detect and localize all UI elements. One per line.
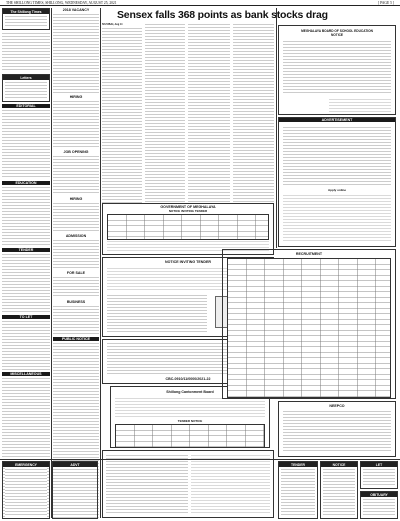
advertisement-title: ADVERTISEMENT: [279, 118, 395, 122]
recruitment-table-ad: [222, 249, 396, 399]
gov-tender-sub: NOTICE INVITING TENDER: [168, 209, 208, 213]
school-board-title: MEGHALAYA BOARD OF SCHOOL EDUCATION: [301, 29, 373, 33]
cbc-code: CBC-0910/11/0000/2021-22: [165, 377, 211, 381]
bottom-box-2: [52, 461, 98, 519]
letters-title: Letters: [3, 75, 49, 80]
bottom-strip: [2, 461, 398, 519]
school-board-notice: [278, 25, 396, 115]
school-board-sub: NOTICE: [330, 33, 344, 37]
bottom-box-5: [360, 461, 398, 489]
letters-box: [2, 74, 50, 102]
col2-heading-4: HIRING: [69, 197, 83, 201]
neepco-title: NEEPCO: [329, 404, 345, 408]
bottom-box-3-title: TENDER: [279, 462, 317, 467]
section-tender: TENDER: [2, 248, 50, 252]
bottom-box-1: [2, 461, 50, 519]
recruitment-title: RECRUITMENT: [295, 252, 323, 256]
col2-heading-3: JOB OPENING: [63, 150, 89, 154]
apply-online-label: Apply online: [328, 188, 346, 192]
col2-heading-5: ADMISSION: [65, 234, 87, 238]
gov-tender-title: GOVERNMENT OF MEGHALAYA: [160, 205, 216, 209]
main-story: [102, 23, 274, 203]
gov-tender-ad: [102, 203, 274, 255]
col2-heading-6: FOR SALE: [66, 271, 86, 275]
bottom-box-4: [320, 461, 358, 519]
advertisement-box: [278, 117, 396, 247]
header-right: [ PAGE 5 ]: [378, 0, 394, 5]
tender-notice-ad-title: NOTICE INVITING TENDER: [165, 260, 211, 264]
header-left: THE SHILLONG TIMES, SHILLONG, WEDNESDAY, AUGUST 25, 2021: [6, 0, 117, 5]
section-to-let: TO LET: [2, 315, 50, 319]
section-misc: MISCELLANEOUS: [2, 372, 50, 376]
neepco-ad: [278, 401, 396, 457]
bottom-box-6-title: OBITUARY: [361, 492, 397, 497]
bottom-box-2-title: ADVT: [53, 462, 97, 467]
masthead-box: [2, 8, 50, 30]
story-dateline: MUMBAI, Aug 24: [102, 23, 123, 26]
main-headline: Sensex falls 368 points as bank stocks drag: [117, 9, 328, 21]
col2-heading-8: PUBLIC NOTICE: [53, 337, 99, 341]
page-header: [0, 0, 400, 6]
col2-heading-1: 2018 VACANCY: [62, 8, 90, 12]
classifieds-column-2: [53, 8, 99, 518]
col2-heading-7: BUSINESS: [66, 300, 86, 304]
tender-notice-heading: TENDER NOTICE: [177, 419, 203, 423]
masthead-title: The Shillong Times: [3, 9, 49, 14]
bottom-box-3: [278, 461, 318, 519]
classifieds-column-1: [2, 8, 50, 518]
bottom-box-5-title: LET: [361, 462, 397, 467]
bottom-box-1-title: EMERGENCY: [3, 462, 49, 467]
col2-heading-2: HIRING: [69, 95, 83, 99]
bottom-box-4-title: NOTICE: [321, 462, 357, 467]
bottom-box-6: [360, 491, 398, 519]
section-education: EDUCATION: [2, 181, 50, 185]
section-editorial: EDITORIAL: [2, 104, 50, 108]
cantonment-title: Shillong Cantonment Board: [166, 390, 214, 394]
